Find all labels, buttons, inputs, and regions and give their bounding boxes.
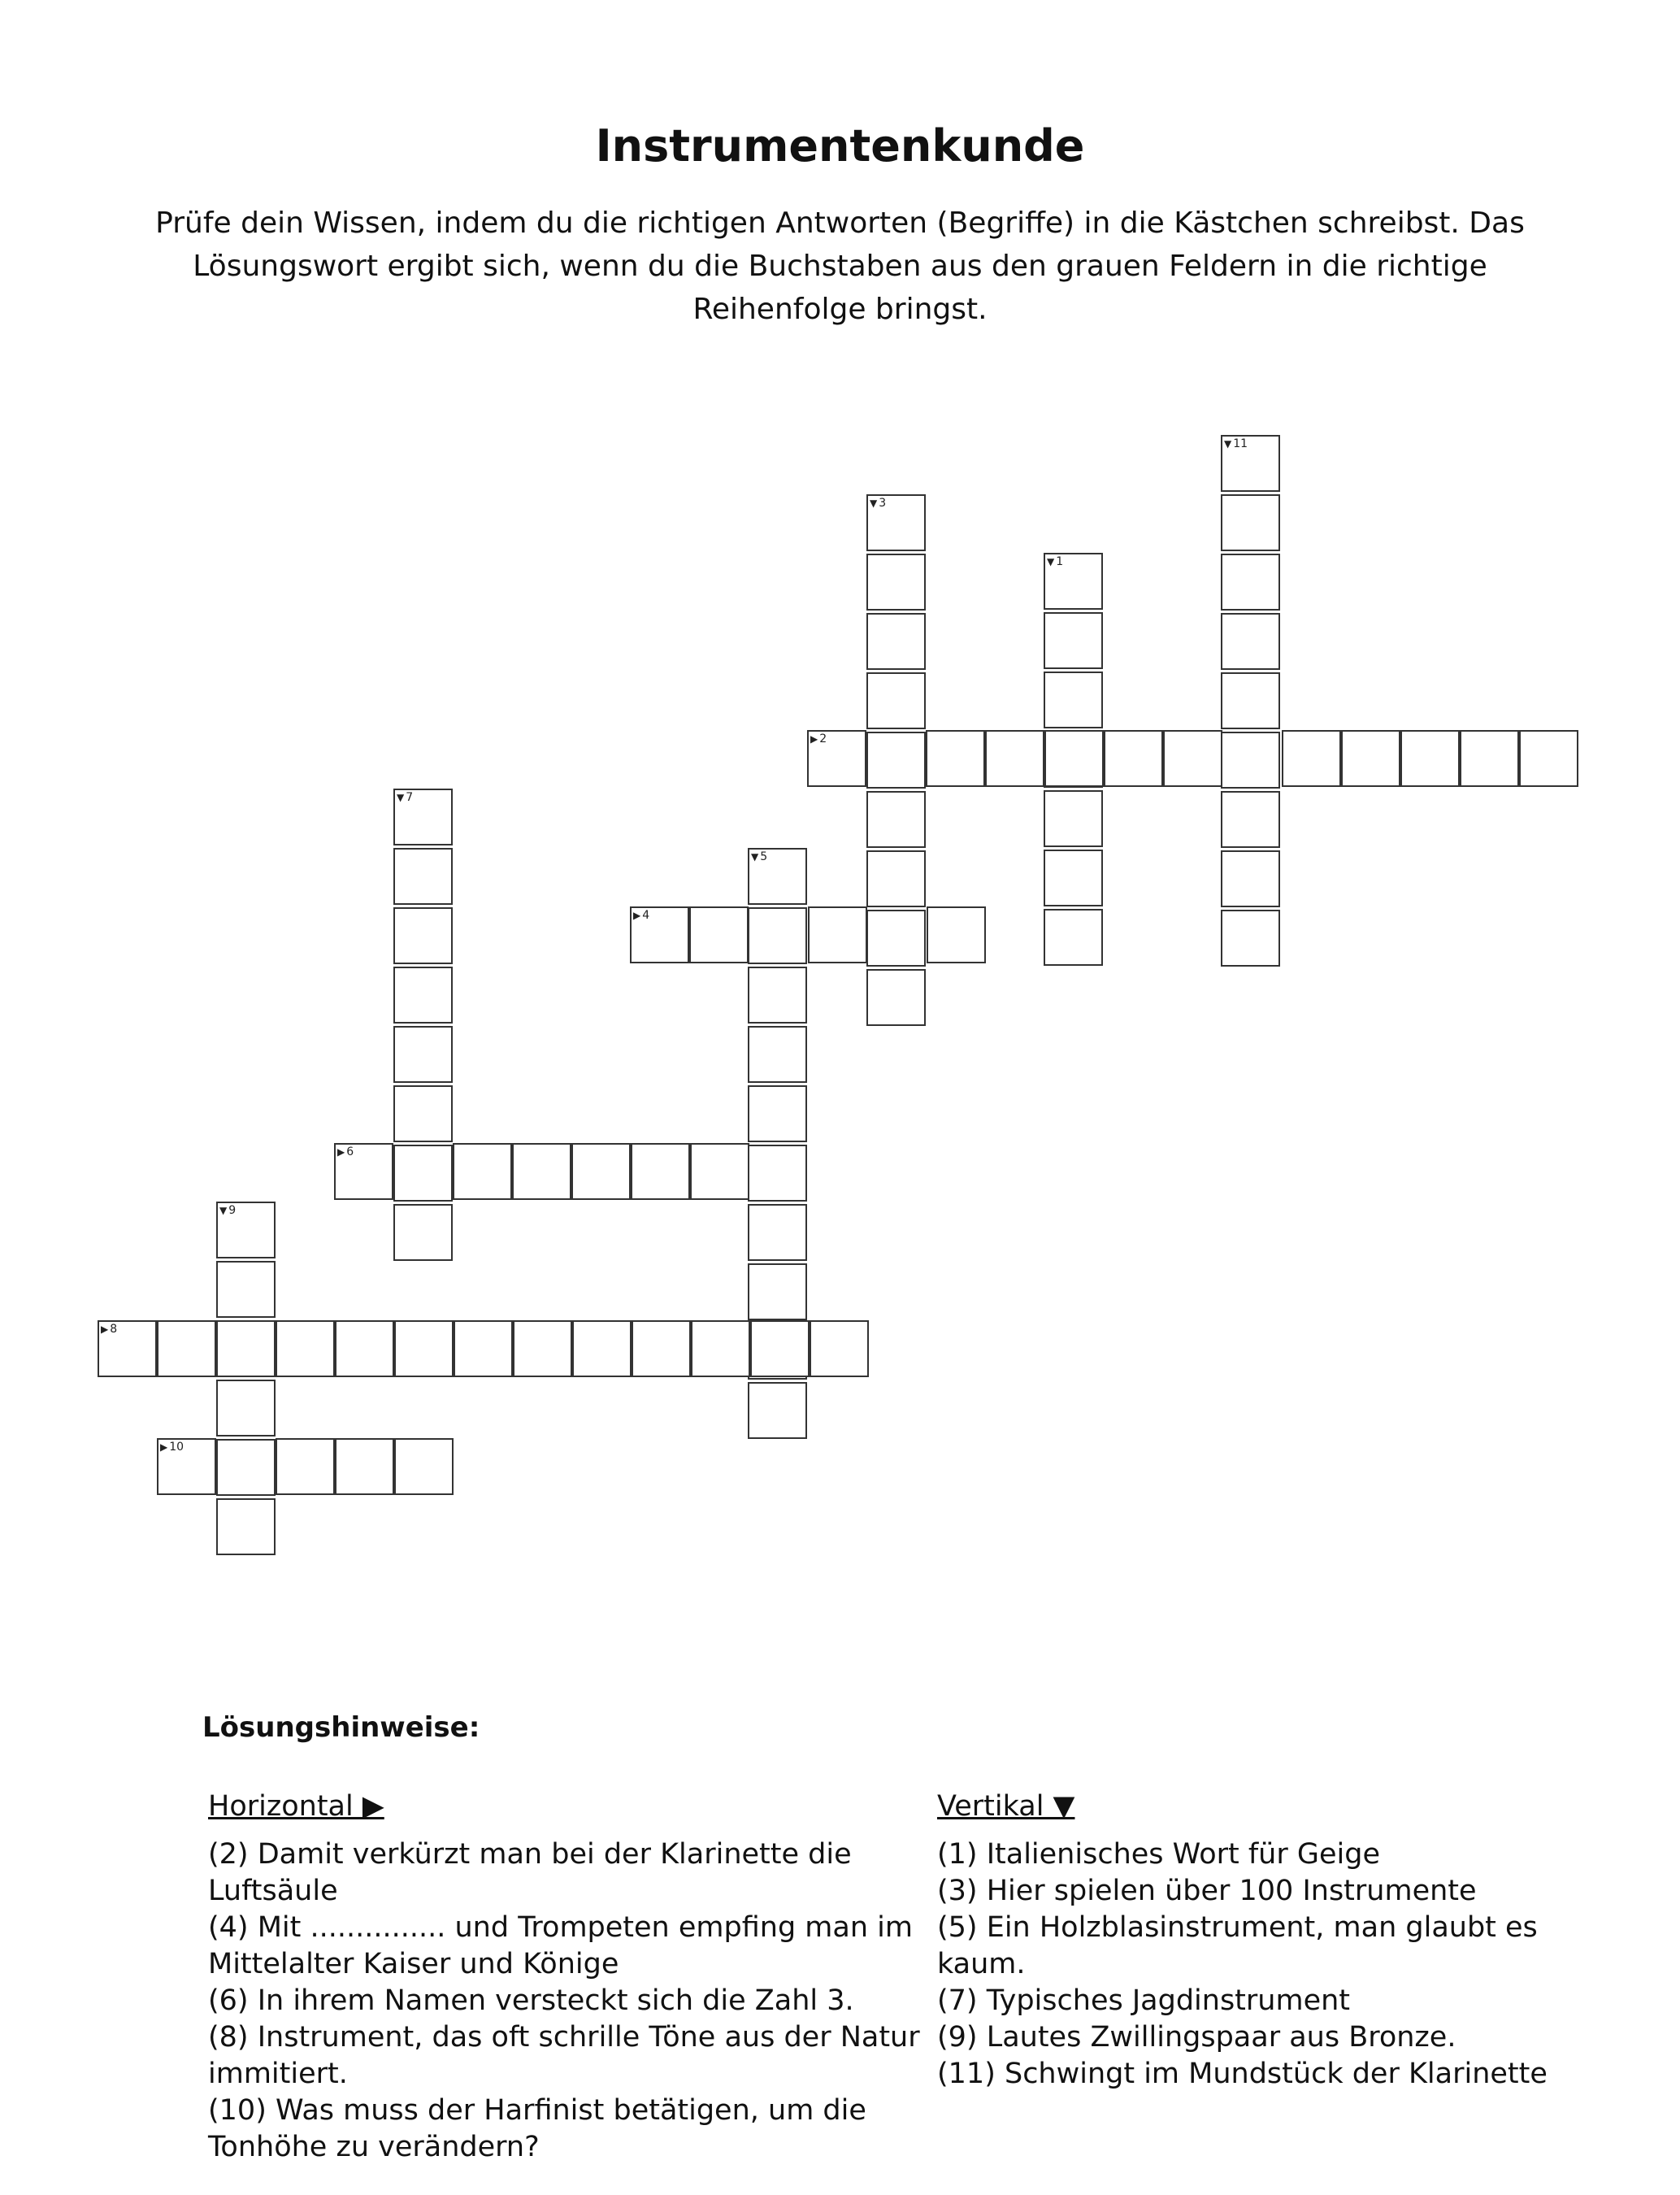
grid-cell[interactable]: [1221, 732, 1280, 789]
grid-cell[interactable]: [1221, 613, 1280, 670]
grid-cell[interactable]: [926, 730, 985, 787]
grid-cell[interactable]: [748, 907, 807, 964]
grid-cell[interactable]: [1460, 730, 1519, 787]
grid-cell[interactable]: [216, 1261, 276, 1318]
grid-cell[interactable]: [394, 1320, 454, 1377]
hints-heading: Lösungshinweise:: [202, 1711, 480, 1744]
grid-cell[interactable]: [866, 969, 926, 1026]
clue-down-3: (3) Hier spielen über 100 Instrumente: [937, 1875, 1477, 1907]
clue-number-11: [1224, 437, 1248, 450]
grid-cell[interactable]: [216, 1320, 276, 1377]
clue-number-label: 5: [760, 850, 768, 863]
clue-number-label: 8: [110, 1323, 118, 1336]
clue-number-label: 9: [228, 1204, 237, 1217]
grid-cell[interactable]: [572, 1320, 632, 1377]
arrow-right-icon: ▶: [810, 733, 818, 745]
grid-cell[interactable]: [691, 1320, 750, 1377]
grid-cell[interactable]: [866, 554, 926, 611]
grid-cell[interactable]: [866, 732, 926, 789]
grid-cell[interactable]: [512, 1143, 571, 1200]
arrow-down-icon: ▼: [1224, 438, 1232, 450]
page-title: Instrumentenkunde: [595, 120, 1085, 172]
clue-down-11: (11) Schwingt im Mundstück der Klarinette: [937, 2058, 1548, 2090]
grid-cell[interactable]: [1044, 909, 1103, 966]
grid-cell[interactable]: [808, 906, 867, 963]
grid-cell[interactable]: [393, 967, 453, 1024]
grid-cell[interactable]: [1221, 672, 1280, 729]
grid-cell[interactable]: [866, 791, 926, 848]
grid-cell[interactable]: [1341, 730, 1400, 787]
clue-number-7: [397, 791, 413, 804]
clue-number-1: [1047, 555, 1063, 568]
grid-cell[interactable]: [393, 1026, 453, 1083]
arrow-right-icon: ▶: [160, 1441, 168, 1453]
arrow-right-icon: ▶: [337, 1146, 345, 1158]
clue-number-label: 10: [169, 1441, 184, 1454]
grid-cell[interactable]: [1221, 494, 1280, 551]
grid-cell[interactable]: [393, 907, 453, 964]
grid-cell[interactable]: [98, 1320, 157, 1377]
clue-across-10: (10) Was muss der Harfinist betätigen, um die Tonhöhe zu verändern?: [208, 2094, 866, 2163]
clue-down-1: (1) Italienisches Wort für Geige: [937, 1838, 1380, 1871]
grid-cell[interactable]: [748, 1204, 807, 1261]
clue-across-4: (4) Mit ............... und Trompeten empfing man im Mittelalter Kaiser und Könige: [208, 1911, 913, 1980]
grid-cell[interactable]: [927, 906, 986, 963]
clue-number-label: 1: [1056, 555, 1064, 568]
clue-number-6: [337, 1145, 354, 1158]
grid-cell[interactable]: [690, 1143, 749, 1200]
clue-down-7: (7) Typisches Jagdinstrument: [937, 1984, 1351, 2017]
grid-cell[interactable]: [393, 1145, 453, 1202]
grid-cell[interactable]: [1044, 612, 1103, 669]
grid-cell[interactable]: [276, 1438, 335, 1495]
clue-number-label: 2: [819, 732, 827, 745]
grid-cell[interactable]: [1221, 791, 1280, 848]
arrow-down-icon: ▼: [751, 851, 759, 863]
grid-cell[interactable]: [1400, 730, 1460, 787]
grid-cell[interactable]: [453, 1143, 512, 1200]
grid-cell[interactable]: [748, 1145, 807, 1202]
clue-number-8: [101, 1323, 117, 1336]
vertical-clues: [937, 1789, 1587, 2093]
grid-cell[interactable]: [748, 1026, 807, 1083]
grid-cell[interactable]: [393, 848, 453, 905]
grid-cell[interactable]: [335, 1438, 394, 1495]
grid-cell[interactable]: [334, 1143, 393, 1200]
grid-cell[interactable]: [807, 730, 866, 787]
grid-cell[interactable]: [393, 789, 453, 845]
clue-across-6: (6) In ihrem Namen versteckt sich die Zahl 3.: [208, 1984, 854, 2017]
grid-cell[interactable]: [1221, 435, 1280, 492]
grid-cell[interactable]: [689, 906, 749, 963]
grid-cell[interactable]: [1221, 554, 1280, 611]
clue-number-label: 7: [406, 791, 414, 804]
clue-number-label: 11: [1233, 437, 1248, 450]
clue-number-3: [870, 497, 886, 510]
grid-cell[interactable]: [394, 1438, 454, 1495]
clue-number-5: [751, 850, 767, 863]
grid-cell[interactable]: [632, 1320, 691, 1377]
arrow-down-icon: ▼: [219, 1205, 228, 1216]
grid-cell[interactable]: [393, 1204, 453, 1261]
horizontal-title: Horizontal ▶: [208, 1790, 384, 1823]
grid-cell[interactable]: [866, 494, 926, 551]
grid-cell[interactable]: [1044, 672, 1103, 728]
grid-cell[interactable]: [157, 1320, 216, 1377]
grid-cell[interactable]: [454, 1320, 513, 1377]
grid-cell[interactable]: [216, 1498, 276, 1555]
arrow-down-icon: ▼: [397, 792, 405, 803]
grid-cell[interactable]: [1044, 553, 1103, 610]
grid-cell[interactable]: [276, 1320, 335, 1377]
clue-down-5: (5) Ein Holzblasinstrument, man glaubt es kaum.: [937, 1911, 1538, 1980]
arrow-right-icon: ▶: [633, 910, 641, 921]
grid-cell[interactable]: [216, 1439, 276, 1496]
grid-cell[interactable]: [393, 1085, 453, 1142]
grid-cell[interactable]: [750, 1320, 810, 1377]
grid-cell[interactable]: [985, 730, 1044, 787]
grid-cell[interactable]: [1044, 790, 1103, 847]
grid-cell[interactable]: [1221, 910, 1280, 967]
grid-cell[interactable]: [748, 1382, 807, 1439]
grid-cell[interactable]: [1282, 730, 1341, 787]
arrow-right-icon: ▶: [101, 1324, 109, 1335]
clue-number-9: [219, 1204, 236, 1217]
clue-number-label: 6: [346, 1145, 354, 1158]
grid-cell[interactable]: [866, 613, 926, 670]
grid-cell[interactable]: [630, 906, 689, 963]
clue-number-2: [810, 732, 827, 745]
clue-across-2: (2) Damit verkürzt man bei der Klarinette die Luftsäule: [208, 1838, 852, 1907]
arrow-down-icon: ▼: [870, 498, 878, 509]
instructions: Prüfe dein Wissen, indem du die richtigen Antworten (Begriffe) in die Kästchen schreibst. Das Lösungswort ergibt sich, wenn du die Buchstaben aus den grauen Feldern in die richtige Reihenfolge bringst.: [155, 206, 1525, 326]
arrow-down-icon: ▼: [1047, 556, 1055, 567]
grid-cell[interactable]: [748, 1263, 807, 1320]
grid-cell[interactable]: [216, 1380, 276, 1437]
grid-cell[interactable]: [1221, 850, 1280, 907]
clue-number-4: [633, 909, 649, 922]
clue-number-label: 4: [642, 909, 650, 922]
grid-cell[interactable]: [1044, 850, 1103, 906]
grid-cell[interactable]: [748, 848, 807, 905]
grid-cell[interactable]: [866, 910, 926, 967]
clue-number-10: [160, 1441, 184, 1454]
grid-cell[interactable]: [335, 1320, 394, 1377]
horizontal-clues: [208, 1789, 923, 2166]
clue-down-9: (9) Lautes Zwillingspaar aus Bronze.: [937, 2021, 1456, 2054]
grid-cell[interactable]: [748, 1085, 807, 1142]
grid-cell[interactable]: [866, 672, 926, 729]
grid-cell[interactable]: [866, 850, 926, 907]
grid-cell[interactable]: [1163, 730, 1222, 787]
grid-cell[interactable]: [1104, 730, 1163, 787]
grid-cell[interactable]: [1519, 730, 1578, 787]
grid-cell[interactable]: [810, 1320, 869, 1377]
grid-cell[interactable]: [631, 1143, 690, 1200]
clue-across-8: (8) Instrument, das oft schrille Töne aus der Natur immitiert.: [208, 2021, 920, 2090]
grid-cell[interactable]: [1044, 730, 1104, 787]
grid-cell[interactable]: [513, 1320, 572, 1377]
vertical-title: Vertikal ▼: [937, 1790, 1075, 1823]
clue-number-label: 3: [879, 497, 887, 510]
grid-cell[interactable]: [571, 1143, 631, 1200]
grid-cell[interactable]: [216, 1202, 276, 1258]
grid-cell[interactable]: [748, 967, 807, 1024]
grid-cell[interactable]: [157, 1438, 216, 1495]
